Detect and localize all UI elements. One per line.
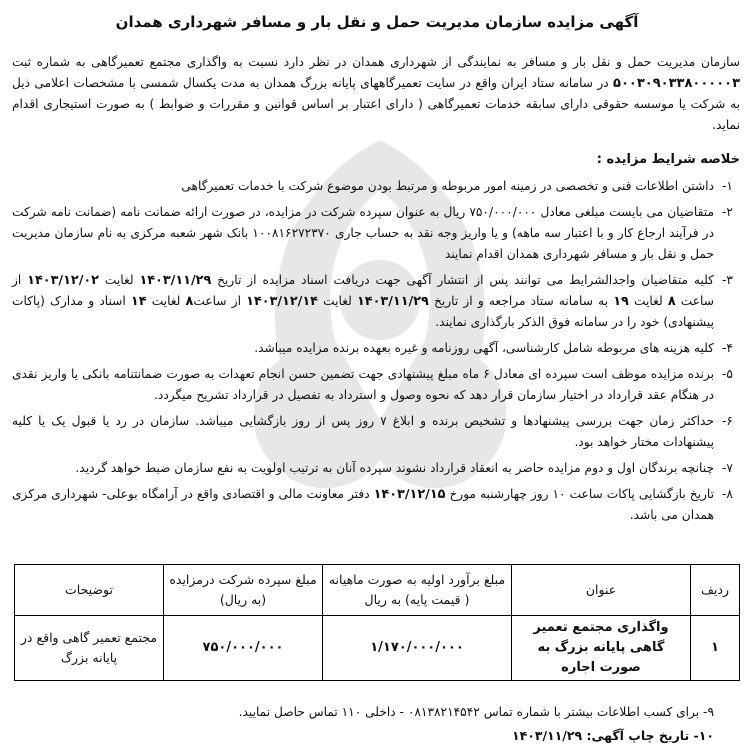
text-segment: تاریخ بازگشایی پاکات ساعت ۱۰ روز چهارشنبه مورخ xyxy=(445,487,714,501)
hour-upload-end: ۱۴ xyxy=(130,294,147,309)
condition-number: ۸- xyxy=(722,487,733,501)
section-title: خلاصه شرایط مزایده : xyxy=(596,152,740,167)
auction-table xyxy=(14,564,740,681)
header-base-price: مبلغ برآورد اولیه به صورت ماهیانه ( قیمت پایه) به ریال xyxy=(323,565,512,616)
condition-item xyxy=(12,202,744,265)
text-segment: لغایت xyxy=(99,273,140,287)
header-row-number: ردیف xyxy=(691,565,740,616)
condition-number: ۳- xyxy=(722,273,733,287)
header-notes: توضیحات xyxy=(15,565,164,616)
header-title: عنوان xyxy=(512,565,691,616)
opening-date: ۱۴۰۳/۱۲/۱۵ xyxy=(373,487,446,502)
intro-paragraph xyxy=(12,52,740,136)
cell-deposit: ۷۵۰/۰۰۰/۰۰۰ xyxy=(164,616,323,681)
condition-number: ۵- xyxy=(722,367,733,381)
text-segment: لغایت xyxy=(146,294,186,308)
date-upload-start: ۱۴۰۳/۱۱/۲۹ xyxy=(356,294,429,309)
condition-text: داشتن اطلاعات فنی و تخصصی در زمینه امور مربوطه و مرتبط بودن موضوع شرکت با خدمات تعمیرگاهی xyxy=(181,179,714,193)
text-segment: به سامانه ستاد مراجعه و از تاریخ xyxy=(428,294,614,308)
date-doc-end: ۱۴۰۳/۱۲/۰۲ xyxy=(27,273,99,288)
text-segment: اسناد و مدارک (پاکات پیشنهادی) خود را در سامانه فوق الذکر بارگذاری نمایند. xyxy=(12,294,714,329)
condition-item xyxy=(12,458,744,479)
table-header-row xyxy=(15,565,740,616)
condition-number: ۶- xyxy=(722,414,733,428)
cell-row-number: ۱ xyxy=(691,616,740,681)
condition-text xyxy=(12,273,714,329)
date-upload-end: ۱۴۰۳/۱۲/۱۴ xyxy=(246,294,318,309)
condition-item xyxy=(12,364,744,406)
condition-item xyxy=(12,270,744,333)
condition-number: ۴- xyxy=(722,341,733,355)
header-deposit: مبلغ سپرده شرکت درمزایده (به ریال) xyxy=(164,565,323,616)
cell-base-price: ۱/۱۷۰/۰۰۰/۰۰۰ xyxy=(323,616,512,681)
conditions-list xyxy=(12,176,744,531)
print-date-value: ۱۴۰۳/۱۱/۲۹ xyxy=(511,728,583,743)
condition-text: متقاضیان می بایست مبلغی معادل ۷۵۰/۰۰۰/۰۰۰ ریال به عنوان سپرده شرکت در مزایده، در صورت ارائه ضمانت نامه (ضمانت نامه شرکت در فرآیند ارجاع کار و با اعتبار سه ماهه) و یا واریز وجه نقد به حساب جاری ۱۰۰۸۱۶۲۷۲۳۷۰ بانک شهر شعبه مرکزی به نام سازمان مدیریت حمل و نقل بار و مسافر شهرداری همدان اقدام نمایند xyxy=(12,205,714,261)
cell-title: واگذاری مجتمع تعمیر گاهی پایانه بزرگ به صورت اجاره xyxy=(512,616,691,681)
condition-number: ۱- xyxy=(722,179,733,193)
hour-upload-start: ۸ xyxy=(185,294,194,309)
print-date xyxy=(14,726,714,746)
hour-doc-start: ۸ xyxy=(667,294,676,309)
intro-text-1: سازمان مدیریت حمل و نقل بار و مسافر به نمایندگی از شهرداری همدان در نظر دارد نسبت به واگذاری مجتمع تعمیرگاهی به شماره ثبت xyxy=(12,55,740,69)
table-row xyxy=(15,616,740,681)
condition-item xyxy=(12,176,744,197)
text-segment: از ساعت xyxy=(193,294,247,308)
condition-item xyxy=(12,411,744,453)
condition-text: کلیه هزینه های مربوطه شامل کارشناسی، آگهی روزنامه و غیره بعهده برنده مزایده میباشد. xyxy=(254,341,714,355)
condition-item xyxy=(12,338,744,359)
page-title: آگهی مزایده سازمان مدیریت حمل و نقل بار و مسافر شهرداری همدان xyxy=(115,13,639,31)
condition-text: برنده مزایده موظف است سپرده ای معادل ۶ ماه مبلغ پیشنهادی جهت تضمین حسن انجام تعهدات به صورت ضمانتنامه بانکی یا واریز نقدی در هنگام عقد قرارداد در اختیار سازمان قرار دهد که نحوه وصول و استرداد به تفصیل در قرارداد تشریح میگردد. xyxy=(12,367,714,402)
intro-text-2: در سامانه ستاد ایران واقع در سایت تعمیرگاههای پایانه بزرگ همدان به مدت یکسال شمسی با مشخصات اعلامی ذیل به شرکت یا موسسه حقوقی دارای سابقه خدمات تعمیرگاهی ( دارای اعتبار بر اساس قوانین و مقررات و ضوابط ) به صورت استیجاری اقدام نماید. xyxy=(12,76,740,132)
hour-doc-end: ۱۹ xyxy=(613,294,629,309)
condition-number: ۲- xyxy=(722,205,733,219)
condition-number: ۷- xyxy=(722,461,733,475)
condition-text: حداکثر زمان جهت بررسی پیشنهادها و تشخیص برنده و ابلاغ ۷ روز پس از روز بازگشایی میباشد. سازمان در رد یا قبول یک یا کلیه پیشنهادات مختار خواهد بود. xyxy=(12,414,714,449)
cell-notes: مجتمع تعمیر گاهی واقع در پایانه بزرگ xyxy=(15,616,164,681)
contact-info: ۹- برای کسب اطلاعات بیشتر با شماره تماس ۰۸۱۳۸۲۱۴۵۴۲ - داخلی ۱۱۰ تماس حاصل نمایید. xyxy=(238,705,714,719)
date-doc-start: ۱۴۰۳/۱۱/۲۹ xyxy=(139,273,212,288)
condition-item xyxy=(12,484,744,526)
condition-text xyxy=(12,487,714,522)
text-segment: از ساعت xyxy=(12,273,714,308)
text-segment: لغایت xyxy=(317,294,357,308)
print-date-label: ۱۰- تاریخ چاپ آگهی: xyxy=(582,728,714,743)
text-segment: لغایت xyxy=(628,294,668,308)
text-segment: کلیه متقاضیان واجدالشرایط می توانند پس از انتشار آگهی جهت دریافت اسناد مزایده از تاریخ xyxy=(211,273,714,287)
condition-text: چنانچه برندگان اول و دوم مزایده حاضر به انعقاد قرارداد نشوند سپرده آنان به ترتیب اولویت به نفع سازمان ضبط خواهد گردید. xyxy=(75,461,714,475)
registration-number: ۵۰۰۳۰۹۰۳۳۸۰۰۰۰۰۳ xyxy=(613,76,740,91)
text-segment: دفتر معاونت مالی و اقتصادی واقع در آرامگاه بوعلی- شهرداری مرکزی همدان می باشد. xyxy=(12,487,714,522)
